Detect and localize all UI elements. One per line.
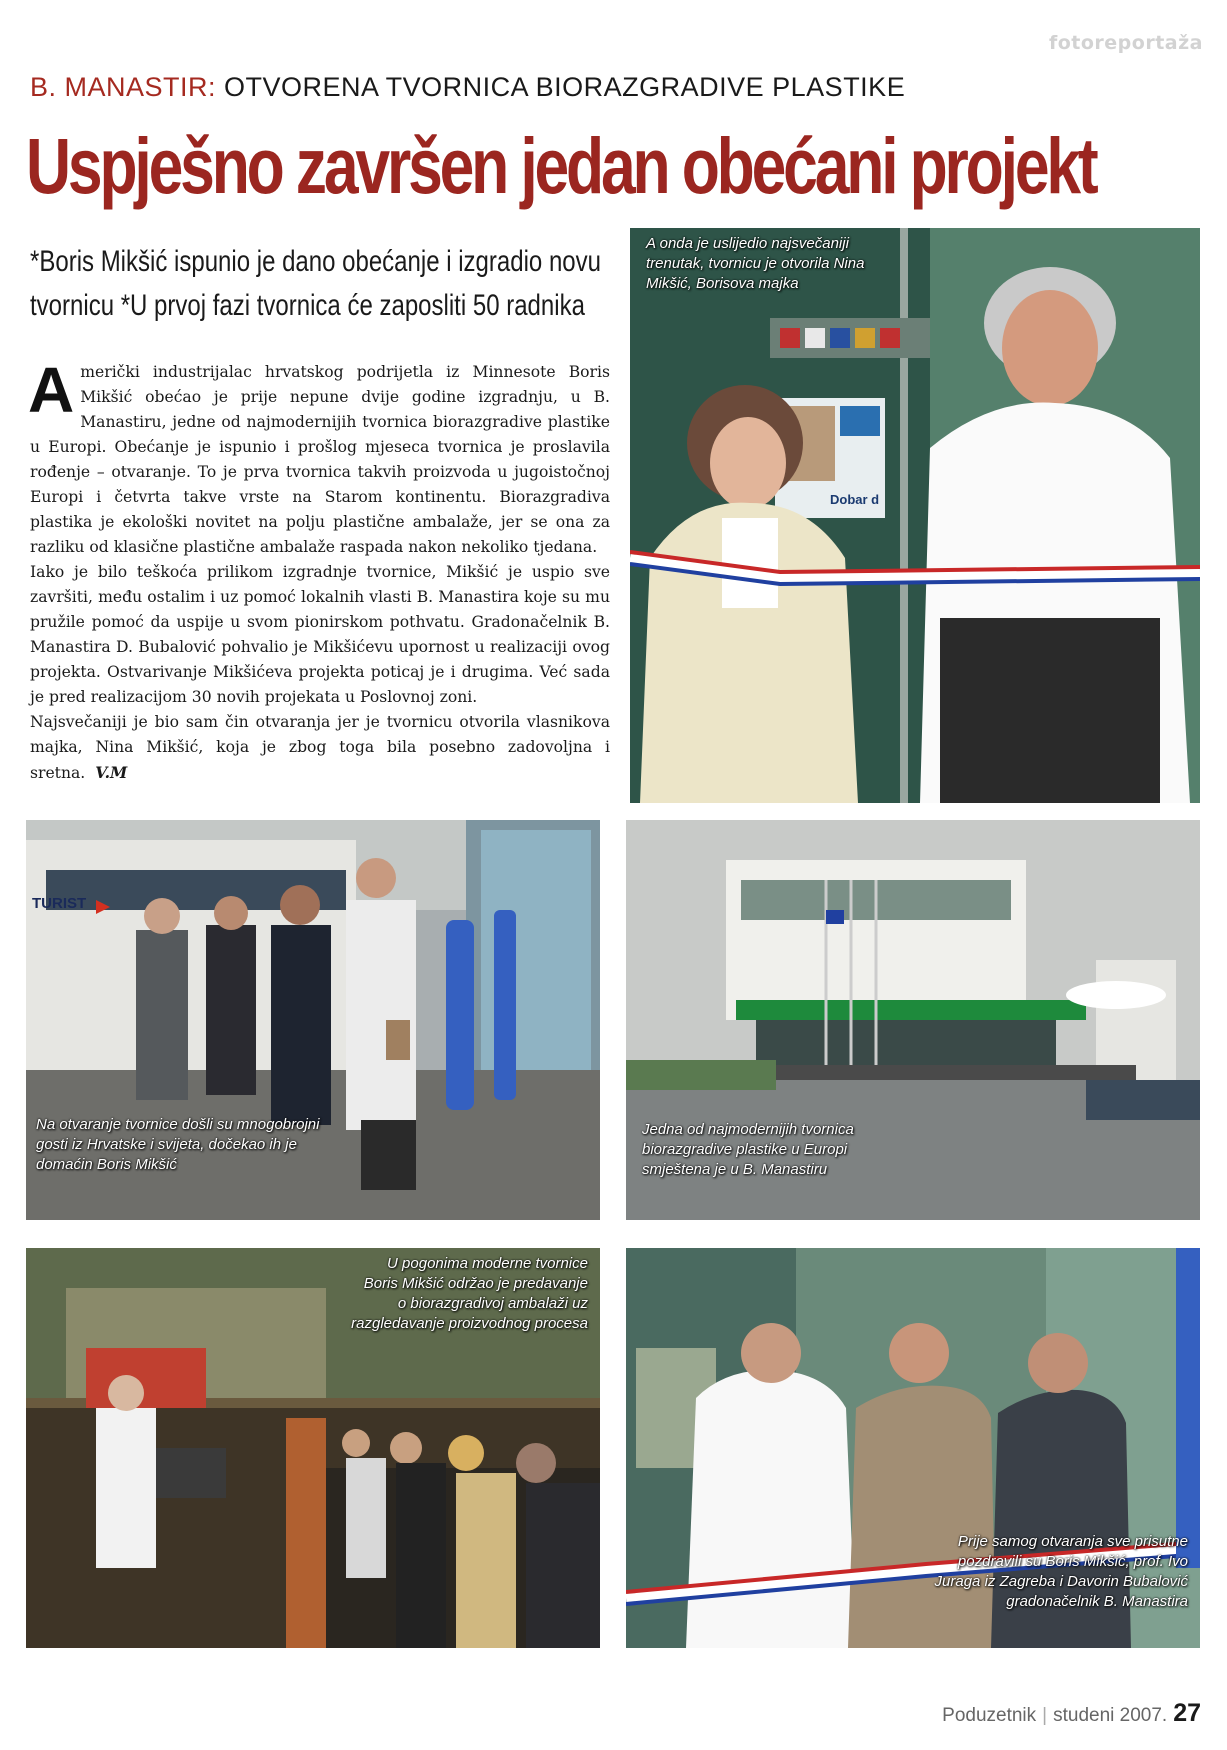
article-body [28, 354, 610, 786]
section-tag: fotoreportaža [1048, 32, 1203, 54]
photo-guests-arrival [26, 820, 600, 1220]
article-paragraph-3 [30, 710, 610, 786]
kicker-text: OTVORENA TVORNICA BIORAZGRADIVE PLASTIKE [224, 72, 906, 102]
caption-officials: Prije samog otvaranja sve prisutne pozdravili su Boris Mikšić, prof. Ivo Juraga iz Zagreba i Davorin Bubalović gradonačelnik B. Manastira [934, 1533, 1188, 1610]
drop-cap: A [28, 354, 75, 426]
caption-lecture: U pogonima moderne tvornice Boris Mikšić održao je predavanje o biorazgradivoj ambalaži uz razgledavanje proizvodnog procesa [351, 1255, 588, 1332]
caption-guests-arrival: Na otvaranje tvornice došli su mnogobrojni gosti iz Hrvatske i svijeta, dočekao ih je domaćin Boris Mikšić [36, 1116, 320, 1173]
headline: Uspješno završen jedan obećani projekt [26, 121, 1096, 210]
byline: V.M [95, 763, 128, 782]
footer-magazine: Poduzetnik [942, 1705, 1037, 1726]
paragraph-1-text: merički industrijalac hrvatskog podrijetla iz Minnesote Boris Mikšić obećao je prije nepune dvije godine izgradnju, u B. Manastiru, jedne od najmodernijih tvornica biorazgradive plastike u Europi. Obećanje je ispunio i prošlog mjeseca tvornica je proslavila rođenje – otvaranje. To je prva tvornica takvih proizvoda u jugoistočnoj Europi i četvrta takve vrste na Starom kontinentu. Biorazgradiva plastika je ekološki novitet na polju plastične ambalaže, jer se ona za razliku od klasične plastične ambalaže raspada nakon nekoliko tjedana. [30, 363, 610, 556]
caption-ribbon-cutting: A onda je uslijedio najsvečaniji trenutak, tvornicu je otvorila Nina Mikšić, Borisova majka [646, 235, 865, 292]
paragraph-3-text: Najsvečaniji je bio sam čin otvaranja jer je tvornicu otvorila vlasnikova majka, Nina Mikšić, koja je zbog toga bila posebno zadovoljna i sretna. [30, 713, 610, 782]
page-number: 27 [1173, 1699, 1201, 1727]
kicker [30, 72, 905, 103]
poster-text: Dobar d [830, 492, 880, 507]
bus-text: TURIST [32, 895, 87, 912]
photo-factory-building [626, 820, 1200, 1220]
ribbon-cutting-illustration [630, 228, 1200, 803]
subhead: *Boris Mikšić ispunio je dano obećanje i izgradio novu tvornicu *U prvoj fazi tvornica će zaposliti 50 radnika [30, 245, 601, 322]
article-paragraph-2: Iako je bilo teškoća prilikom izgradnje tvornice, Mikšić je uspio sve završiti, među ostalim i uz pomoć lokalnih vlasti B. Manastira koje su mu pružile pomoć da uspije u svom pionirskom pothvatu. Gradonačelnik B. Manastira D. Bubalović pohvalio je Mikšićevu upornost u realizaciji ovog projekta. Ostvarivanje Mikšićeva projekta poticaj je i drugima. Već sada je pred realizacijom 30 novih projekata u Poslovnoj zoni. [30, 563, 610, 706]
footer-separator: | [1042, 1705, 1048, 1726]
caption-factory-building: Jedna od najmodernijih tvornica biorazgradive plastike u Europi smještena je u B. Manastiru [642, 1121, 854, 1178]
kicker-place: B. MANASTIR: [30, 72, 217, 102]
photo-ribbon-cutting [630, 228, 1200, 803]
photo-lecture [26, 1248, 600, 1648]
footer-issue: studeni 2007. [1053, 1705, 1168, 1726]
article-paragraph-1 [28, 354, 610, 560]
page-footer [942, 1699, 1201, 1728]
photo-officials [626, 1248, 1200, 1648]
